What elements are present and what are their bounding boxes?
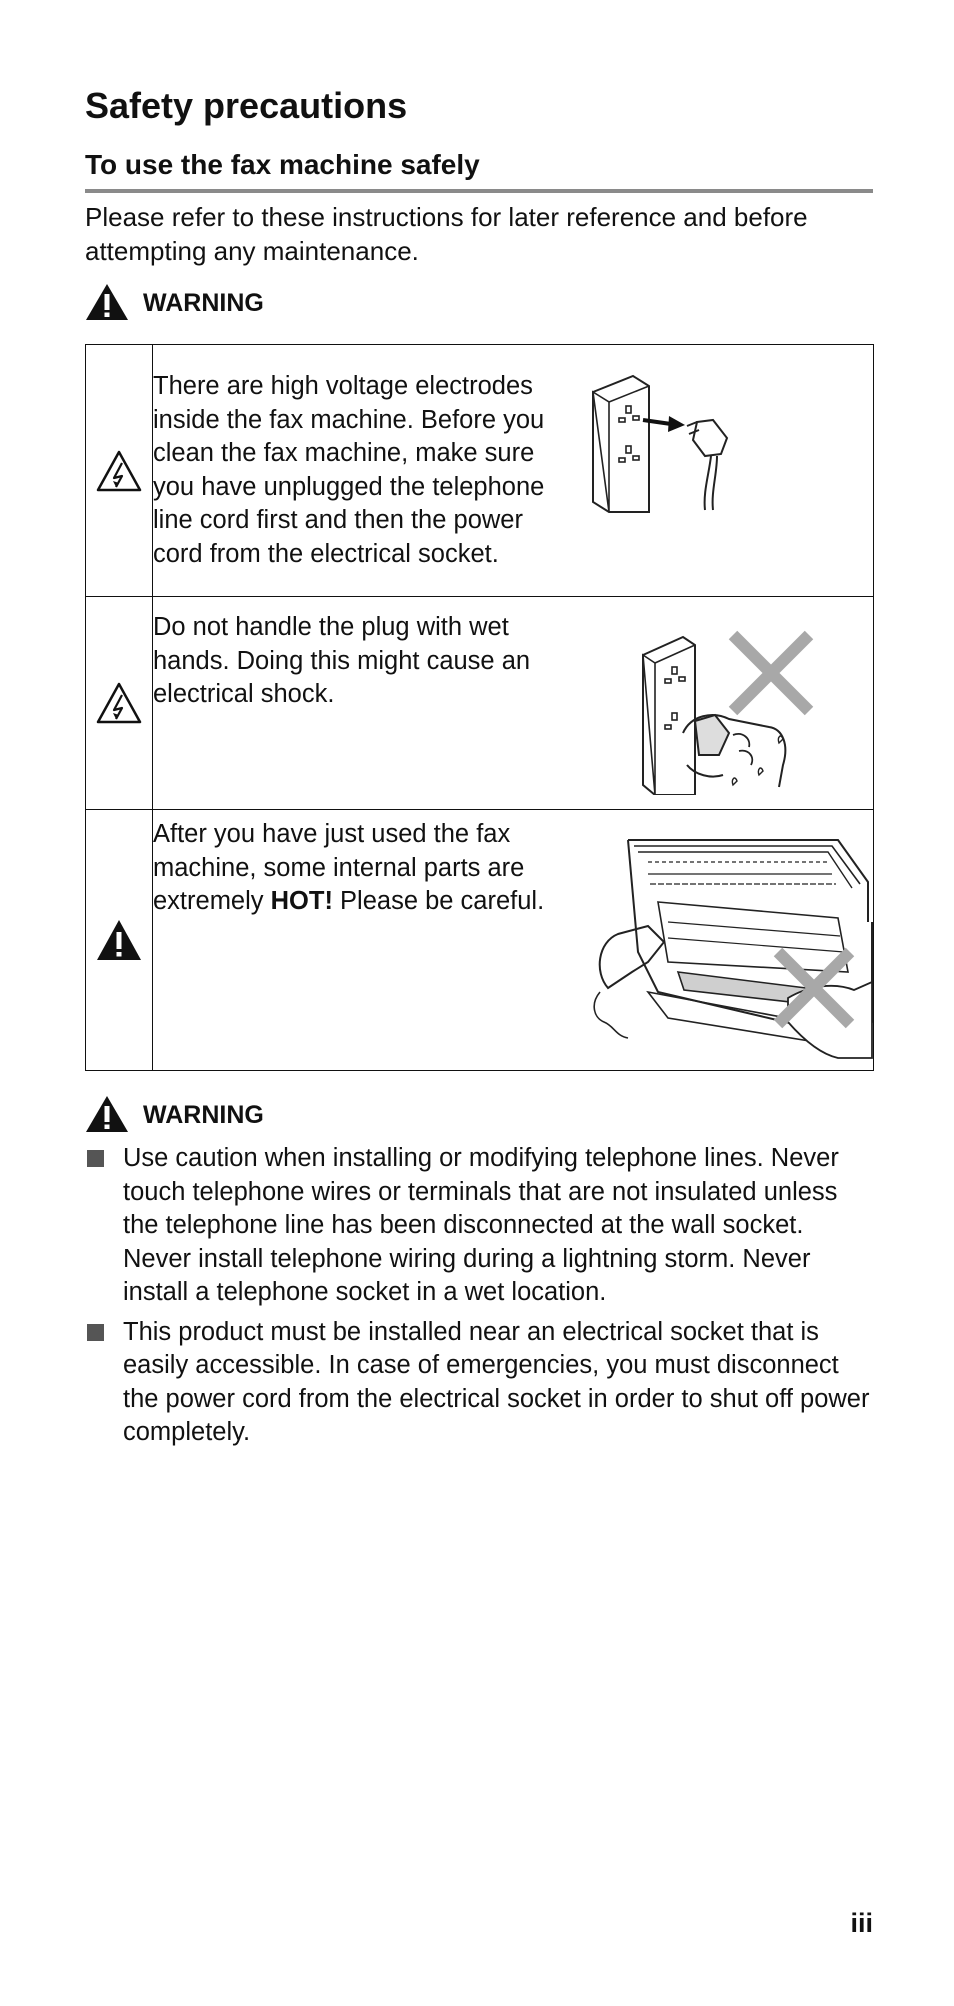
warning-label: WARNING xyxy=(143,1101,264,1129)
section-rule xyxy=(85,189,873,193)
bullet-text: This product must be installed near an electrical socket that is easily accessible. In case of emergencies, you must disconnect the power cord from the electrical socket in order to shut off power completely. xyxy=(123,1317,870,1446)
warning-label: WARNING xyxy=(143,289,264,317)
warning-table xyxy=(85,344,874,1071)
list-item xyxy=(85,1316,873,1450)
warning-row xyxy=(86,810,874,1071)
warning-row xyxy=(86,345,874,597)
hot-internal-parts-prohibited-illustration xyxy=(588,822,873,1062)
warning-heading-top xyxy=(85,283,385,323)
row-text: After you have just used the fax machine, some internal parts are extremely HOT! Please be careful. xyxy=(153,820,545,915)
row-text-cell xyxy=(153,345,874,597)
warning-triangle-icon xyxy=(85,1095,129,1133)
section-title: To use the fax machine safely xyxy=(85,149,480,180)
warning-bullet-list xyxy=(85,1142,873,1456)
warning-heading-bottom xyxy=(85,1095,385,1135)
row-text: There are high voltage electrodes inside the fax machine. Before you clean the fax machine, make sure you have unplugged the telephone line cord first and then the power cord from the electrical socket. xyxy=(153,372,545,568)
bullet-square-icon xyxy=(87,1324,104,1341)
hot-emphasis: HOT! xyxy=(270,887,333,915)
bullet-text: Use caution when installing or modifying telephone lines. Never touch telephone wires or terminals that are not insulated unless the telephone line has been disconnected at the wall socket. Never install telephone wiring during a lightning storm. Never install a telephone socket in a wet location. xyxy=(123,1144,839,1306)
row-icon-cell xyxy=(86,810,153,1071)
intro-paragraph: Please refer to these instructions for later reference and before attempting any maintenance. xyxy=(85,202,808,266)
unplug-from-socket-illustration xyxy=(573,374,813,514)
electrical-hazard-icon xyxy=(96,450,142,492)
page-title: Safety precautions xyxy=(85,85,408,126)
electrical-hazard-icon xyxy=(96,682,142,724)
wet-hand-plug-prohibited-illustration xyxy=(583,615,873,795)
warning-triangle-icon xyxy=(85,283,129,321)
page-number: iii xyxy=(850,1908,873,1938)
row-icon-cell xyxy=(86,597,153,810)
row-icon-cell xyxy=(86,345,153,597)
caution-triangle-icon xyxy=(96,919,142,961)
row-text: Do not handle the plug with wet hands. Doing this might cause an electrical shock. xyxy=(153,613,531,708)
list-item xyxy=(85,1142,873,1310)
row-text-cell xyxy=(153,810,874,1071)
row-text-cell xyxy=(153,597,874,810)
warning-row xyxy=(86,597,874,810)
bullet-square-icon xyxy=(87,1150,104,1167)
